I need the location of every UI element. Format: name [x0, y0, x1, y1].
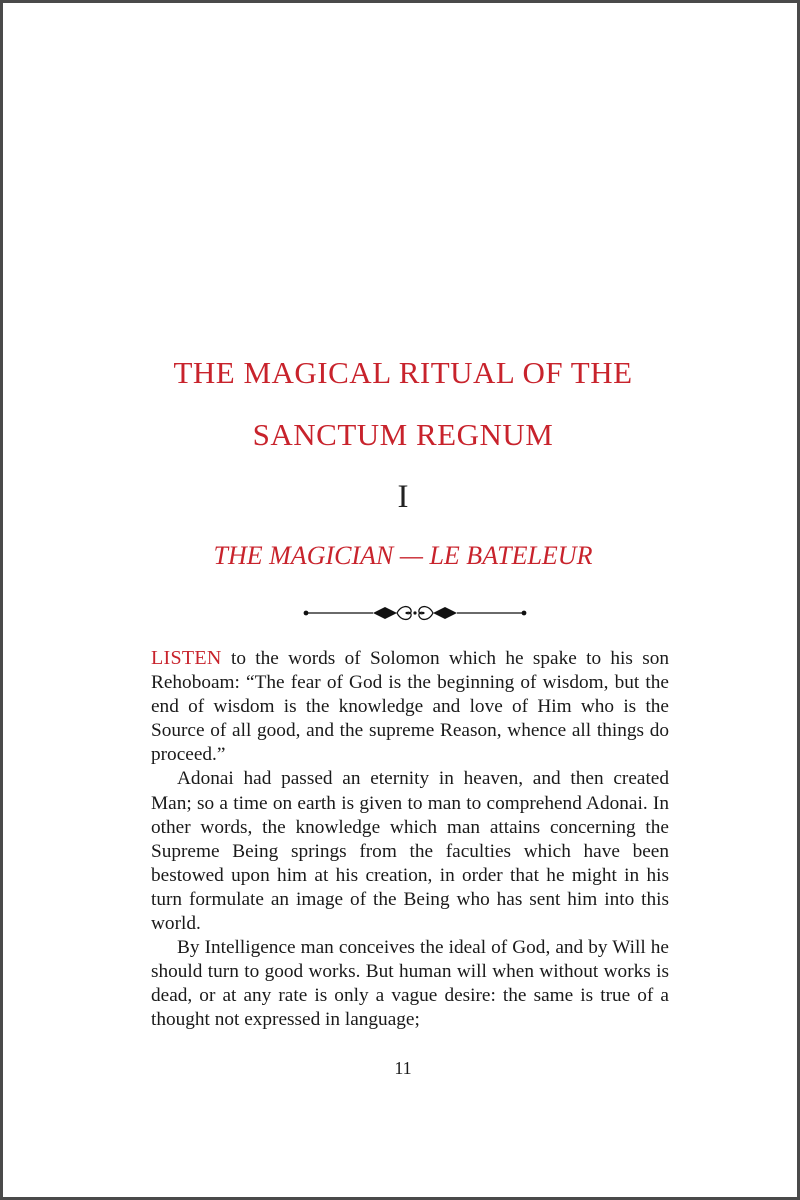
lead-word: LISTEN	[151, 647, 222, 669]
scroll-flourish-divider-icon	[303, 601, 527, 625]
title-line-2: SANCTUM REGNUM	[252, 417, 554, 452]
page-number: 11	[394, 1058, 412, 1078]
paragraph-2: Adonai had passed an eternity in heaven, and then created Man; so a time on earth is given to man to comprehend Adonai. In other words, the knowledge which man attains concerning the Supreme Being springs from the faculties which have been bestowed upon him at his creation, in order that he might in his turn formulate an image of the Being who has sent him into this world.	[151, 768, 669, 935]
chapter-numeral: I	[397, 479, 409, 515]
chapter-title: THE MAGICIAN — LE BATELEUR	[213, 541, 593, 570]
paragraph-3: By Intelligence man conceives the ideal of God, and by Will he should turn to good works. But human will when without works is dead, or at any rate is only a vague desire: the same is true of a thought not expressed in language;	[151, 937, 669, 1031]
paragraph-1	[151, 646, 669, 767]
title-line-1: THE MAGICAL RITUAL OF THE	[173, 355, 633, 390]
paragraph-1-text: to the words of Solomon which he spake to his son Rehoboam: “The fear of God is the beginning of wisdom, but the end of wisdom is the knowledge and love of Him who is the Source of all good, and the supreme Reason, whence all things do proceed.”	[151, 648, 669, 766]
body-text	[151, 646, 669, 1033]
